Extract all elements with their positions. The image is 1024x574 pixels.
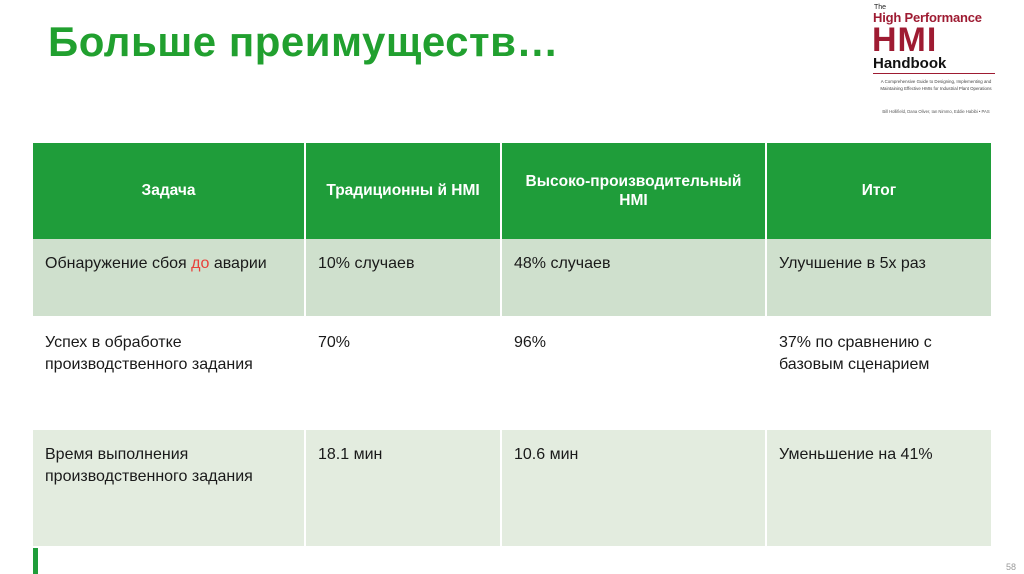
column-header-result: Итог [766, 143, 991, 239]
column-header-task: Задача [33, 143, 305, 239]
task-text-highlight: до [191, 255, 210, 272]
logo-tagline: A Comprehensive Guide to Designing, Implementing and Maintaining Effective HMIs for Industrial Plant Operations [880, 79, 992, 91]
logo-handbook-text: Handbook [873, 55, 947, 73]
cell-task-2: Успех в обработке производственного задания [33, 317, 305, 429]
comparison-table [33, 143, 991, 548]
task-text-prefix: Обнаружение сбоя [45, 255, 192, 272]
column-header-high-performance-hmi: Высоко-производительный HMI [501, 143, 766, 239]
cell-traditional-1: 10% случаев [305, 239, 501, 317]
table-row [33, 429, 991, 547]
cell-high-performance-2: 96% [501, 317, 766, 429]
logo-the-text: The [874, 4, 887, 11]
comparison-table-wrapper [33, 143, 991, 548]
task-text-suffix: аварии [209, 255, 267, 272]
cell-result-2: 37% по сравнению с базовым сценарием [766, 317, 991, 429]
cell-result-3: Уменьшение на 41% [766, 429, 991, 547]
cell-traditional-3: 18.1 мин [305, 429, 501, 547]
table-row [33, 317, 991, 429]
logo-hmi-text: HMI [872, 21, 938, 59]
logo-divider [873, 73, 995, 74]
table-header-row [33, 143, 991, 239]
page-title: Больше преимуществ… [48, 18, 559, 65]
hmi-handbook-logo [870, 4, 1002, 115]
logo-high-performance-text: High Performance [873, 10, 982, 25]
logo-authors: Bill Hollifield, Dana Oliver, Ian Nimmo, Eddie Habibi • PAS [882, 108, 990, 114]
page-number: 58 [1005, 562, 1016, 572]
cell-high-performance-3: 10.6 мин [501, 429, 766, 547]
cell-traditional-2: 70% [305, 317, 501, 429]
cell-result-1: Улучшение в 5х раз [766, 239, 991, 317]
column-header-traditional-hmi: Традиционны й HMI [305, 143, 501, 239]
table-row [33, 239, 991, 317]
cell-task-3: Время выполнения производственного задания [33, 429, 305, 547]
cell-task-1 [33, 239, 305, 317]
cell-high-performance-1: 48% случаев [501, 239, 766, 317]
